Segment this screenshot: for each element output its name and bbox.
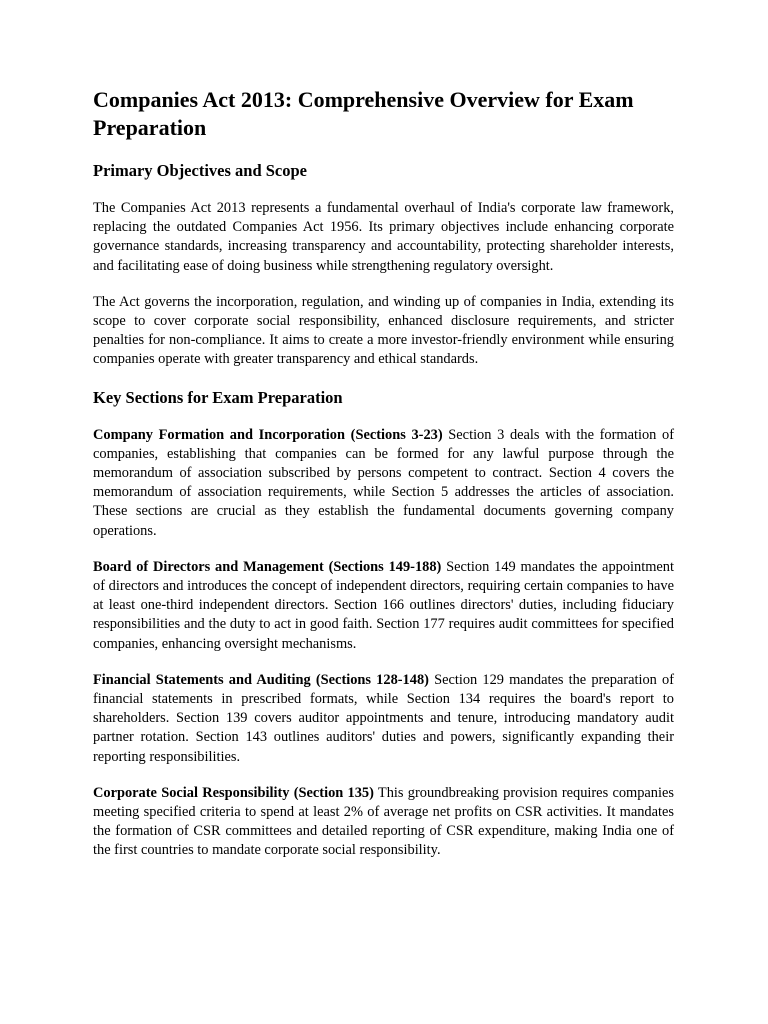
paragraph-scope: The Act governs the incorporation, regulation, and winding up of companies in India, extending its scope to cover corporate social responsibility, enhanced disclosure requirements, and stricter penalties for non-compliance. It aims to create a more investor-friendly environment while ensuring companies operate with greater transparency and ethical standards.	[93, 293, 674, 368]
paragraph-financial-statements	[93, 671, 674, 767]
paragraph-lead-board-of-directors: Board of Directors and Management (Sections 149-188)	[93, 558, 442, 575]
paragraph-body-financial-statements: Section 129 mandates the preparation of financial statements in prescribed formats, while Section 134 requires the board's report to shareholders. Section 139 covers auditor appointments and tenure, introducing mandatory audit partner rotation. Section 143 outlines auditors' duties and powers, significantly expanding their reporting responsibilities.	[93, 671, 674, 765]
paragraph-csr	[93, 784, 674, 861]
paragraph-board-of-directors	[93, 558, 674, 654]
paragraph-lead-financial-statements: Financial Statements and Auditing (Sections 128-148)	[93, 671, 429, 688]
document-title: Companies Act 2013: Comprehensive Overview for Exam Preparation	[93, 87, 634, 140]
section-heading-objectives: Primary Objectives and Scope	[93, 161, 308, 180]
document-page	[93, 86, 674, 878]
paragraph-body-board-of-directors: Section 149 mandates the appointment of directors and introduces the concept of independent directors, requiring certain companies to have at least one-third independent directors. Section 166 outlines directors' duties, including fiduciary responsibilities and the duty to act in good faith. Section 177 requires audit committees for specified companies, enhancing oversight mechanisms.	[93, 558, 674, 652]
section-heading-key-sections: Key Sections for Exam Preparation	[93, 387, 343, 407]
paragraph-body-csr: This groundbreaking provision requires companies meeting specified criteria to spend at least 2% of average net profits on CSR activities. It mandates the formation of CSR committees and detailed reporting of CSR expenditure, making India one of the first countries to mandate corporate social responsibility.	[93, 784, 674, 859]
paragraph-lead-csr: Corporate Social Responsibility (Section 135)	[93, 784, 374, 801]
paragraph-body-company-formation: Section 3 deals with the formation of companies, establishing that companies can be formed for any lawful purpose through the memorandum of association subscribed by persons competent to contract. Section 4 covers the memorandum of association requirements, while Section 5 addresses the articles of association. These sections are crucial as they establish the fundamental documents governing company operations.	[93, 426, 674, 539]
paragraph-overview: The Companies Act 2013 represents a fundamental overhaul of India's corporate law framework, replacing the outdated Companies Act 1956. Its primary objectives include enhancing corporate governance standards, increasing transparency and accountability, protecting shareholder interests, and facilitating ease of doing business while strengthening regulatory oversight.	[93, 200, 674, 274]
paragraph-company-formation	[93, 426, 674, 541]
paragraph-lead-company-formation: Company Formation and Incorporation (Sections 3-23)	[93, 426, 443, 443]
